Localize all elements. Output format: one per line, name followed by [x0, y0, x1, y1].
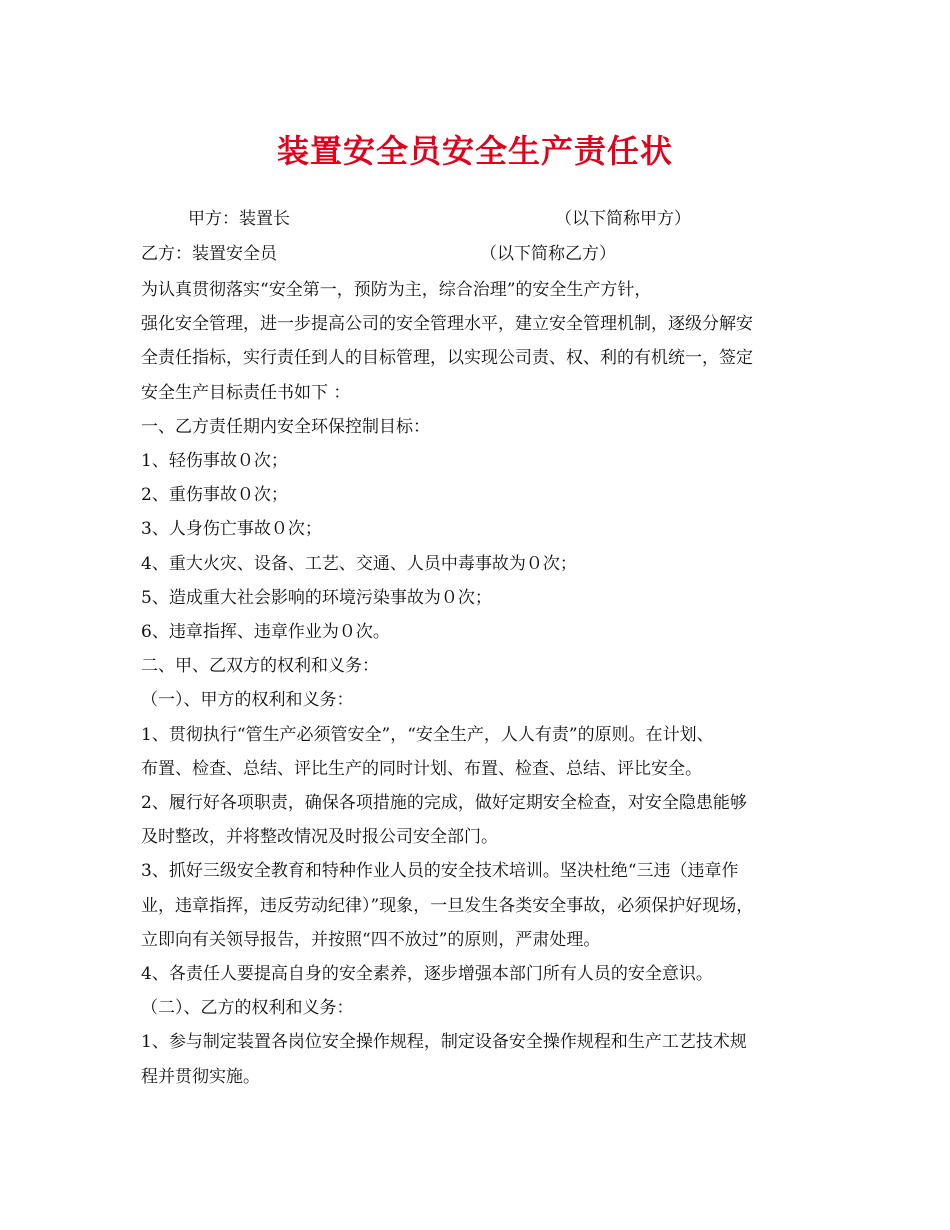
- list-item: 6、违章指挥、违章作业为０次。: [141, 622, 390, 643]
- list-item: 2、履行好各项职责，确保各项措施的完成，做好定期安全检查，对安全隐患能够: [141, 793, 747, 814]
- body-line: 为认真贯彻落实“安全第一，预防为主，综合治理”的安全生产方针，: [141, 280, 652, 300]
- body-line: 程并贯彻实施。: [141, 1066, 260, 1087]
- party-a-label: 甲方：装置长: [188, 209, 290, 229]
- document-body: [141, 273, 821, 1094]
- list-item: 4、各责任人要提高自身的安全素养，逐步增强本部门所有人员的安全意识。: [141, 964, 713, 985]
- body-line: 强化安全管理，进一步提高公司的安全管理水平，建立安全管理机制，逐级分解安: [141, 314, 753, 335]
- body-line: 业，违章指挥，违反劳动纪律）”现象，一旦发生各类安全事故，必须保护好现场，: [141, 895, 754, 916]
- subsection-heading: （一）、甲方的权利和义务：: [141, 690, 354, 711]
- body-line: 布置、检查、总结、评比生产的同时计划、布置、检查、总结、评比安全。: [141, 758, 702, 779]
- list-item: 1、贯彻执行“管生产必须管安全”，“安全生产，人人有责”的原则。在计划、: [141, 724, 714, 745]
- section-heading: 二、甲、乙双方的权利和义务：: [141, 656, 379, 677]
- list-item: 1、轻伤事故０次；: [141, 451, 288, 472]
- list-item: 2、重伤事故０次；: [141, 485, 288, 506]
- body-line: 全责任指标，实行责任到人的目标管理，以实现公司责、权、利的有机统一，签定: [141, 348, 753, 369]
- subsection-heading: （二）、乙方的权利和义务：: [141, 998, 354, 1019]
- body-line: 及时整改，并将整改情况及时报公司安全部门。: [141, 827, 498, 848]
- document-title: 装置安全员安全生产责任状: [276, 132, 673, 170]
- party-b-label: 乙方：装置安全员: [141, 244, 277, 264]
- list-item: 1、参与制定装置各岗位安全操作规程，制定设备安全操作规程和生产工艺技术规: [141, 1032, 747, 1053]
- list-item: 5、造成重大社会影响的环境污染事故为０次；: [141, 587, 492, 608]
- list-item: 3、人身伤亡事故０次；: [141, 519, 322, 540]
- party-a-note: （以下简称甲方）: [555, 209, 691, 229]
- party-b-note: （以下简称乙方）: [480, 244, 616, 264]
- body-line: 安全生产目标责任书如下 ：: [141, 382, 351, 403]
- section-heading: 一、乙方责任期内安全环保控制目标：: [141, 416, 430, 437]
- list-item: 3、抓好三级安全教育和特种作业人员的安全技术培训。坚决杜绝“三违（违章作: [141, 861, 739, 882]
- list-item: 4、重大火灾、设备、工艺、交通、人员中毒事故为０次；: [141, 553, 577, 574]
- body-line: 立即向有关领导报告，并按照“四不放过”的原则，严肃处理。: [141, 929, 601, 950]
